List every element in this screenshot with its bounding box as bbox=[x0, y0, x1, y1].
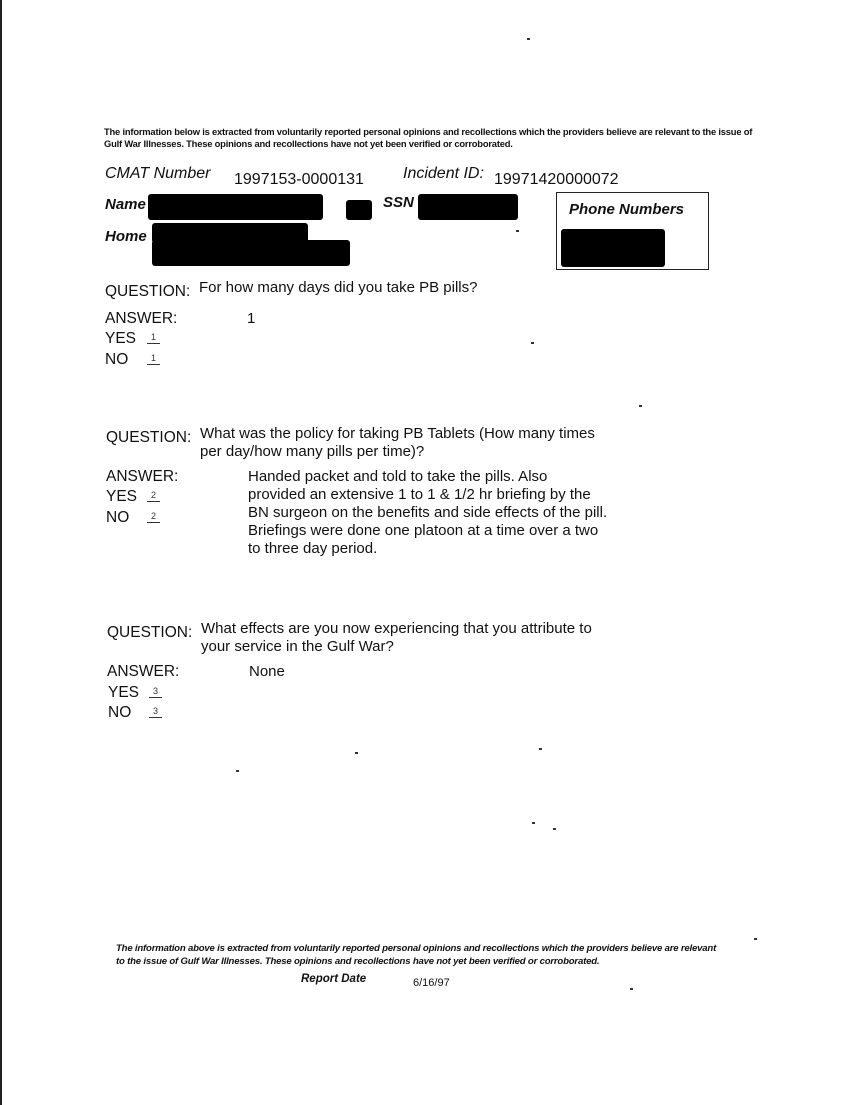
incident-id-value: 19971420000072 bbox=[494, 171, 619, 188]
incident-id-label: Incident ID: bbox=[403, 165, 484, 182]
report-date-value: 6/16/97 bbox=[413, 977, 450, 989]
scan-speck bbox=[754, 938, 757, 940]
yes-checkbox: 1 bbox=[147, 331, 160, 344]
ssn-label: SSN bbox=[383, 194, 414, 211]
answer-text: None bbox=[249, 663, 285, 680]
yes-checkbox: 2 bbox=[147, 489, 160, 502]
home-address-redaction-2 bbox=[152, 240, 350, 266]
answer-label: ANSWER: bbox=[106, 468, 179, 485]
redaction-mark bbox=[346, 200, 372, 220]
yes-label: YES bbox=[105, 330, 137, 347]
scan-speck bbox=[630, 988, 633, 990]
cmat-number-value: 1997153-0000131 bbox=[234, 171, 364, 188]
question-label: QUESTION: bbox=[105, 283, 191, 300]
bottom-disclaimer: The information above is extracted from voluntarily reported personal opinions and recollections which the providers believe are relevant to the issue of Gulf War Illnesses. These opinions and recollections have not yet been verified or corroborated. bbox=[116, 943, 717, 967]
yes-label: YES bbox=[106, 488, 138, 505]
phone-numbers-label: Phone Numbers bbox=[569, 201, 685, 218]
ssn-redaction bbox=[418, 194, 518, 220]
name-redaction bbox=[148, 194, 323, 220]
scan-speck bbox=[639, 405, 642, 407]
phone-numbers-box bbox=[556, 192, 709, 270]
scan-speck bbox=[516, 230, 519, 232]
answer-text: Handed packet and told to take the pills. Also provided an extensive 1 to 1 & 1/2 hr briefing by the BN surgeon on the benefits and side effects of the pill. Briefings were done one platoon at a time over a two to three day period. bbox=[248, 468, 608, 557]
scan-speck bbox=[236, 770, 239, 772]
question-label: QUESTION: bbox=[106, 429, 192, 446]
question-label: QUESTION: bbox=[107, 624, 193, 641]
answer-label: ANSWER: bbox=[107, 663, 180, 680]
scan-speck bbox=[539, 748, 542, 750]
yes-label: YES bbox=[108, 684, 140, 701]
scan-edge bbox=[0, 0, 2, 1105]
scan-speck bbox=[527, 38, 530, 40]
no-checkbox: 2 bbox=[147, 510, 160, 523]
cmat-number-label: CMAT Number bbox=[105, 165, 211, 182]
no-label: NO bbox=[108, 704, 132, 721]
scan-speck bbox=[531, 342, 534, 344]
home-label: Home bbox=[105, 228, 147, 245]
scan-speck bbox=[355, 752, 358, 754]
top-disclaimer: The information below is extracted from voluntarily reported personal opinions and recollections which the providers believe are relevant to the issue of Gulf War Illnesses. These opinions and recollections have not yet been verified or corroborated. bbox=[104, 126, 753, 149]
question-text: What was the policy for taking PB Tablets (How many times per day/how many pills per time)? bbox=[200, 425, 595, 460]
no-label: NO bbox=[105, 351, 129, 368]
yes-checkbox: 3 bbox=[149, 685, 162, 698]
no-checkbox: 1 bbox=[147, 352, 160, 365]
report-date-label: Report Date bbox=[301, 973, 367, 985]
no-checkbox: 3 bbox=[149, 705, 162, 718]
scan-speck bbox=[532, 822, 535, 824]
no-label: NO bbox=[106, 509, 130, 526]
phone-redaction bbox=[561, 229, 665, 267]
answer-text: 1 bbox=[247, 310, 256, 327]
question-text: What effects are you now experiencing that you attribute to your service in the Gulf War? bbox=[201, 620, 592, 655]
answer-label: ANSWER: bbox=[105, 310, 178, 327]
scan-speck bbox=[553, 828, 556, 830]
name-label: Name bbox=[105, 196, 146, 213]
question-text: For how many days did you take PB pills? bbox=[199, 279, 478, 296]
